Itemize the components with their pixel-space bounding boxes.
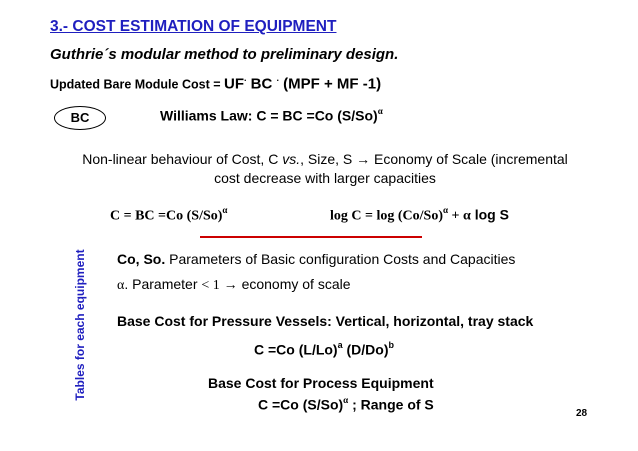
williams-law xyxy=(160,107,383,124)
coso-rest: Parameters of Basic configuration Costs and Capacities xyxy=(165,251,516,267)
nonlinear-vs: vs. xyxy=(282,151,301,167)
co-so-parameters xyxy=(117,251,515,267)
cvessel-a: C =Co (L/Lo) xyxy=(254,341,338,358)
nonlinear-part-b: , Size, S xyxy=(300,151,357,167)
red-divider xyxy=(200,236,422,238)
updated-uf: UF xyxy=(223,75,244,93)
cproc-b: ; Range of S xyxy=(348,396,434,413)
slide-title: 3.- COST ESTIMATION OF EQUIPMENT xyxy=(50,18,337,35)
cvessel-exp-b: b xyxy=(388,340,395,350)
formula2-plus: + xyxy=(448,208,463,224)
process-cost-formula xyxy=(258,396,434,413)
updated-label: Updated Bare Module Cost = xyxy=(50,77,224,92)
bc-oval-label: BC xyxy=(54,106,106,130)
cvessel-exp-a: a xyxy=(337,340,343,350)
page-number: 28 xyxy=(576,408,588,419)
updated-rest: (MPF + MF -1) xyxy=(279,75,382,93)
log-formula xyxy=(330,206,509,225)
williams-text: Williams Law: C = BC =Co (S/So) xyxy=(160,107,378,124)
williams-formula xyxy=(110,206,227,225)
process-equipment-heading: Base Cost for Process Equipment xyxy=(208,375,434,391)
alpha-less-than: < 1 xyxy=(201,278,220,293)
cvessel-b: (D/Do) xyxy=(342,341,389,358)
nonlinear-part-c: Economy of Scale (incremental xyxy=(370,151,568,167)
formula2-text: log C = log (Co/So) xyxy=(330,208,443,224)
updated-dot-1: . xyxy=(243,73,247,83)
cproc-exponent: α xyxy=(343,395,349,405)
formula1-text: C = BC =Co (S/So) xyxy=(110,208,223,224)
formula2-tail: log S xyxy=(470,206,509,223)
nonlinear-part-a: Non-linear behaviour of Cost, C xyxy=(82,151,283,167)
alpha-symbol: α xyxy=(117,278,125,293)
williams-exponent: α xyxy=(377,106,383,116)
updated-dot-2: . xyxy=(276,73,280,83)
formula2-exponent: α xyxy=(442,205,449,215)
updated-bc: BC xyxy=(246,75,277,93)
coso-bold: Co, So. xyxy=(117,251,166,267)
nonlinear-line-2: cost decrease with larger capacities xyxy=(214,170,436,186)
slide-subtitle: Guthrie´s modular method to preliminary design. xyxy=(50,46,399,63)
alpha-parameter xyxy=(117,276,351,294)
vertical-label-text: Tables for each equipment xyxy=(73,249,87,401)
alpha-rest: economy of scale xyxy=(241,276,351,292)
pressure-vessels-heading: Base Cost for Pressure Vessels: Vertical, horizontal, tray stack xyxy=(117,313,534,329)
arrow-icon-2: → xyxy=(219,276,242,292)
formula1-exponent: α xyxy=(222,205,228,215)
vessel-cost-formula xyxy=(254,341,394,358)
updated-bare-module-cost xyxy=(50,74,381,93)
arrow-icon: → xyxy=(356,151,371,167)
nonlinear-statement xyxy=(60,150,590,188)
alpha-text: . Parameter xyxy=(124,276,202,292)
cproc-a: C =Co (S/So) xyxy=(258,396,344,413)
vertical-side-label xyxy=(55,235,105,415)
formula2-alpha: α xyxy=(463,208,471,224)
